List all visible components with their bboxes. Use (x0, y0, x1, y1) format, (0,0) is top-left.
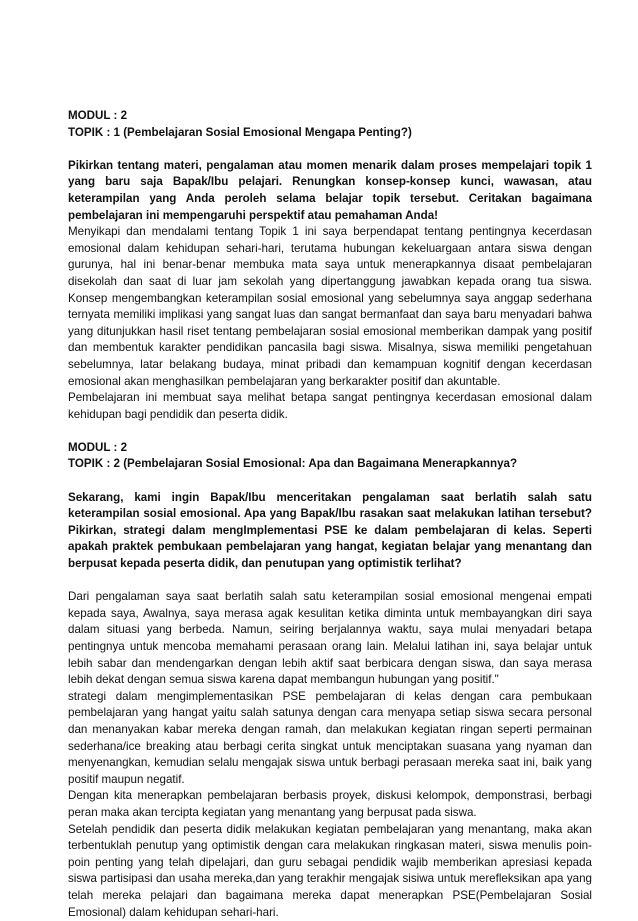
module2-answer-paragraph: Setelah pendidik dan peserta didik melakukan kegiatan pembelajaran yang menantang, maka akan terbentuklah penutup yang optimistik dengan cara melakukan ringkasan materi, siswa menulis poin-poin penting yang telah dipelajari, dan guru sebagai pendidik wajib memberikan apresiasi kepada siswa partisipasi dan usaha mereka,dan yang terakhir mengajak sisiwa untuk merefleksikan apa yang telah mereka pelajari dan bagaimana mereka dapat menerapkan PSE(Pembelajaran Sosial Emosional) dalam kehidupan sehari-hari. (68, 822, 592, 919)
module2-answer-paragraph: Dari pengalaman saya saat berlatih salah satu keterampilan sosial emosional mengenai empati kepada saya, Awalnya, saya merasa agak kesulitan ketika diminta untuk membayangkan diri saya dalam situasi yang berbeda. Namun, seiring berjalannya waktu, saya mulai menyadari betapa pentingnya untuk mencoba memahami perasaan orang lain. Melalui latihan ini, saya belajar untuk lebih sabar dan mendengarkan dengan lebih aktif saat berbicara dengan siswa, dan saya merasa lebih dekat dengan semua siswa karena dapat membangun hubungan yang positif." (68, 590, 592, 687)
module2-topic-title: TOPIK : 2 (Pembelajaran Sosial Emosional: Apa dan Bagaimana Menerapkannya? (68, 457, 518, 471)
module1-answer-paragraph: Menyikapi dan mendalami tentang Topik 1 ini saya berpendapat tentang pentingnya kecerdasan emosional dalam kehidupan sehari-hari, terutama hubungan kekeluargaan antara siswa dengan gurunya, hal ini benar-benar membuka mata saya untuk menerapkannya disaat pembelajaran disekolah dan saat di luar jam sekolah yang dipertanggung jawabkan kepada orang tua siswa. Konsep mengembangkan keterampilan sosial emosional yang sebelumnya saya anggap sederhana ternyata memiliki implikasi yang sangat luas dan sangat bermanfaat dan saya baru menyadari bahwa yang ditunjukkan hasil riset tentang pembelajaran sosial emosional memberikan dampak yang positif dan membentuk karakter pendidikan pancasila bagi siswa. Misalnya, siswa memiliki pengetahuan sebelumnya, latar belakang budaya, minat pribadi dan kemampuan kognitif dengan kecerdasan emosional akan menghasilkan pembelajaran yang berkarakter positif dan akuntable. (68, 225, 592, 388)
module1-label: MODUL : 2 (68, 109, 128, 122)
module1-answer-paragraph: Pembelajaran ini membuat saya melihat betapa sangat pentingnya kecerdasan emosional dalam kehidupan bagi pendidik dan peserta didik. (68, 391, 592, 421)
module1-topic-title: TOPIK : 1 (Pembelajaran Sosial Emosional Mengapa Penting?) (68, 125, 412, 139)
module2-label: MODUL : 2 (68, 440, 128, 454)
module2-prompt: Sekarang, kami ingin Bapak/Ibu menceritakan pengalaman saat berlatih salah satu keterampilan sosial emosional. Apa yang Bapak/Ibu rasakan saat melakukan latihan tersebut? Pikirkan, strategi dalam mengImplementasi PSE ke dalam pembelajaran di kelas. Seperti apakah praktek pembukaan pembelajaran yang hangat, kegiatan belajar yang menantang dan berpusat kepada peserta didik, dan penutupan yang optimistik terlihat? (68, 490, 592, 571)
module1-prompt: Pikirkan tentang materi, pengalaman atau momen menarik dalam proses mempelajari topik 1 yang baru saja Bapak/Ibu pelajari. Renungkan konsep-konsep kunci, wawasan, atau keterampilan yang Anda peroleh selama belajar topik tersebut. Ceritakan bagaimana pembelajaran ini mempengaruhi perspektif atau pemahaman Anda! (68, 158, 592, 222)
module2-answer-paragraph: Dengan kita menerapkan pembelajaran berbasis proyek, diskusi kelompok, demponstrasi, berbagi peran maka akan tercipta kegiatan yang menantang yang berpusat pada siswa. (68, 789, 592, 819)
module2-answer-paragraph: strategi dalam mengimplementasikan PSE pembelajaran di kelas dengan cara pembukaan pembelajaran yang hangat yaitu salah satunya dengan cara menyapa setiap siswa secara personal dan menanyakan kabar mereka dengan ramah, dan melakukan kegiatan ringan seperti permainan sederhana/ice breaking atau berbagi cerita singkat untuk menciptakan suasana yang nyaman dan menyenangkan, kemudian selalu mengajak siswa untuk berbagi perasaan mereka saat ini, baik yang positif maupun negatif. (68, 689, 592, 786)
